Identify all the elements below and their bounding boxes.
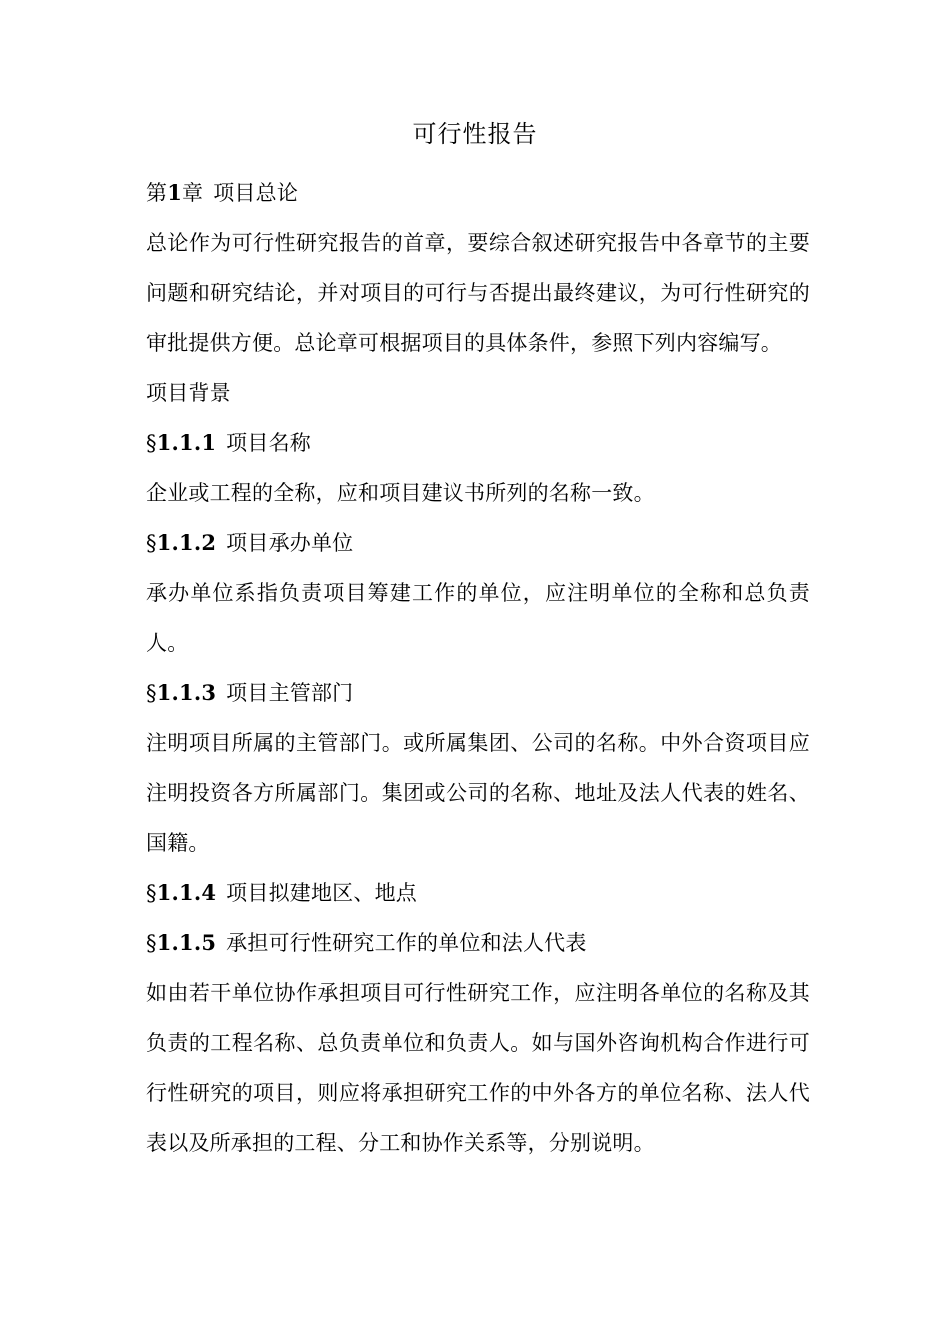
section-heading-1-1-1	[146, 418, 810, 468]
section-symbol: §	[146, 431, 157, 455]
chapter-number: 1	[167, 180, 183, 205]
chapter-heading	[146, 168, 810, 218]
section-heading-1-1-2	[146, 518, 810, 568]
section-title: 项目主管部门	[226, 681, 354, 705]
section-symbol: §	[146, 931, 157, 955]
background-heading: 项目背景	[146, 381, 231, 405]
section-number: 1.1.4	[156, 880, 217, 905]
section-number: 1.1.3	[156, 680, 217, 705]
chapter-suffix: 章	[182, 181, 204, 205]
section-symbol: §	[146, 881, 157, 905]
section-title: 项目承办单位	[226, 531, 354, 555]
chapter-intro: 总论作为可行性研究报告的首章，要综合叙述研究报告中各章节的主要问题和研究结论，并对项目的可行与否提出最终建议，为可行性研究的审批提供方便。总论章可根据项目的具体条件，参照下列内容编写。	[146, 231, 810, 355]
chapter-title: 项目总论	[213, 181, 299, 205]
section-heading-1-1-3	[146, 668, 810, 718]
document-title: 可行性报告	[412, 120, 538, 148]
section-body-1-1-2: 承办单位系指负责项目筹建工作的单位，应注明单位的全称和总负责人。	[146, 581, 810, 655]
section-symbol: §	[146, 531, 157, 555]
document-body	[146, 168, 810, 1168]
section-body-1-1-3: 注明项目所属的主管部门。或所属集团、公司的名称。中外合资项目应注明投资各方所属部门。集团或公司的名称、地址及法人代表的姓名、国籍。	[146, 731, 810, 855]
section-number: 1.1.2	[156, 530, 217, 555]
section-number: 1.1.1	[156, 430, 217, 455]
section-title: 项目名称	[226, 431, 311, 455]
section-title: 项目拟建地区、地点	[226, 881, 417, 905]
section-body-1-1-1: 企业或工程的全称，应和项目建议书所列的名称一致。	[146, 481, 655, 505]
section-number: 1.1.5	[156, 930, 217, 955]
section-body-1-1-5: 如由若干单位协作承担项目可行性研究工作，应注明各单位的名称及其负责的工程名称、总负责单位和负责人。如与国外咨询机构合作进行可行性研究的项目，则应将承担研究工作的中外各方的单位名称、法人代表以及所承担的工程、分工和协作关系等，分别说明。	[146, 981, 810, 1155]
section-title: 承担可行性研究工作的单位和法人代表	[226, 931, 587, 955]
section-symbol: §	[146, 681, 157, 705]
section-heading-1-1-4	[146, 868, 810, 918]
chapter-prefix: 第	[146, 181, 168, 205]
section-heading-1-1-5	[146, 918, 810, 968]
